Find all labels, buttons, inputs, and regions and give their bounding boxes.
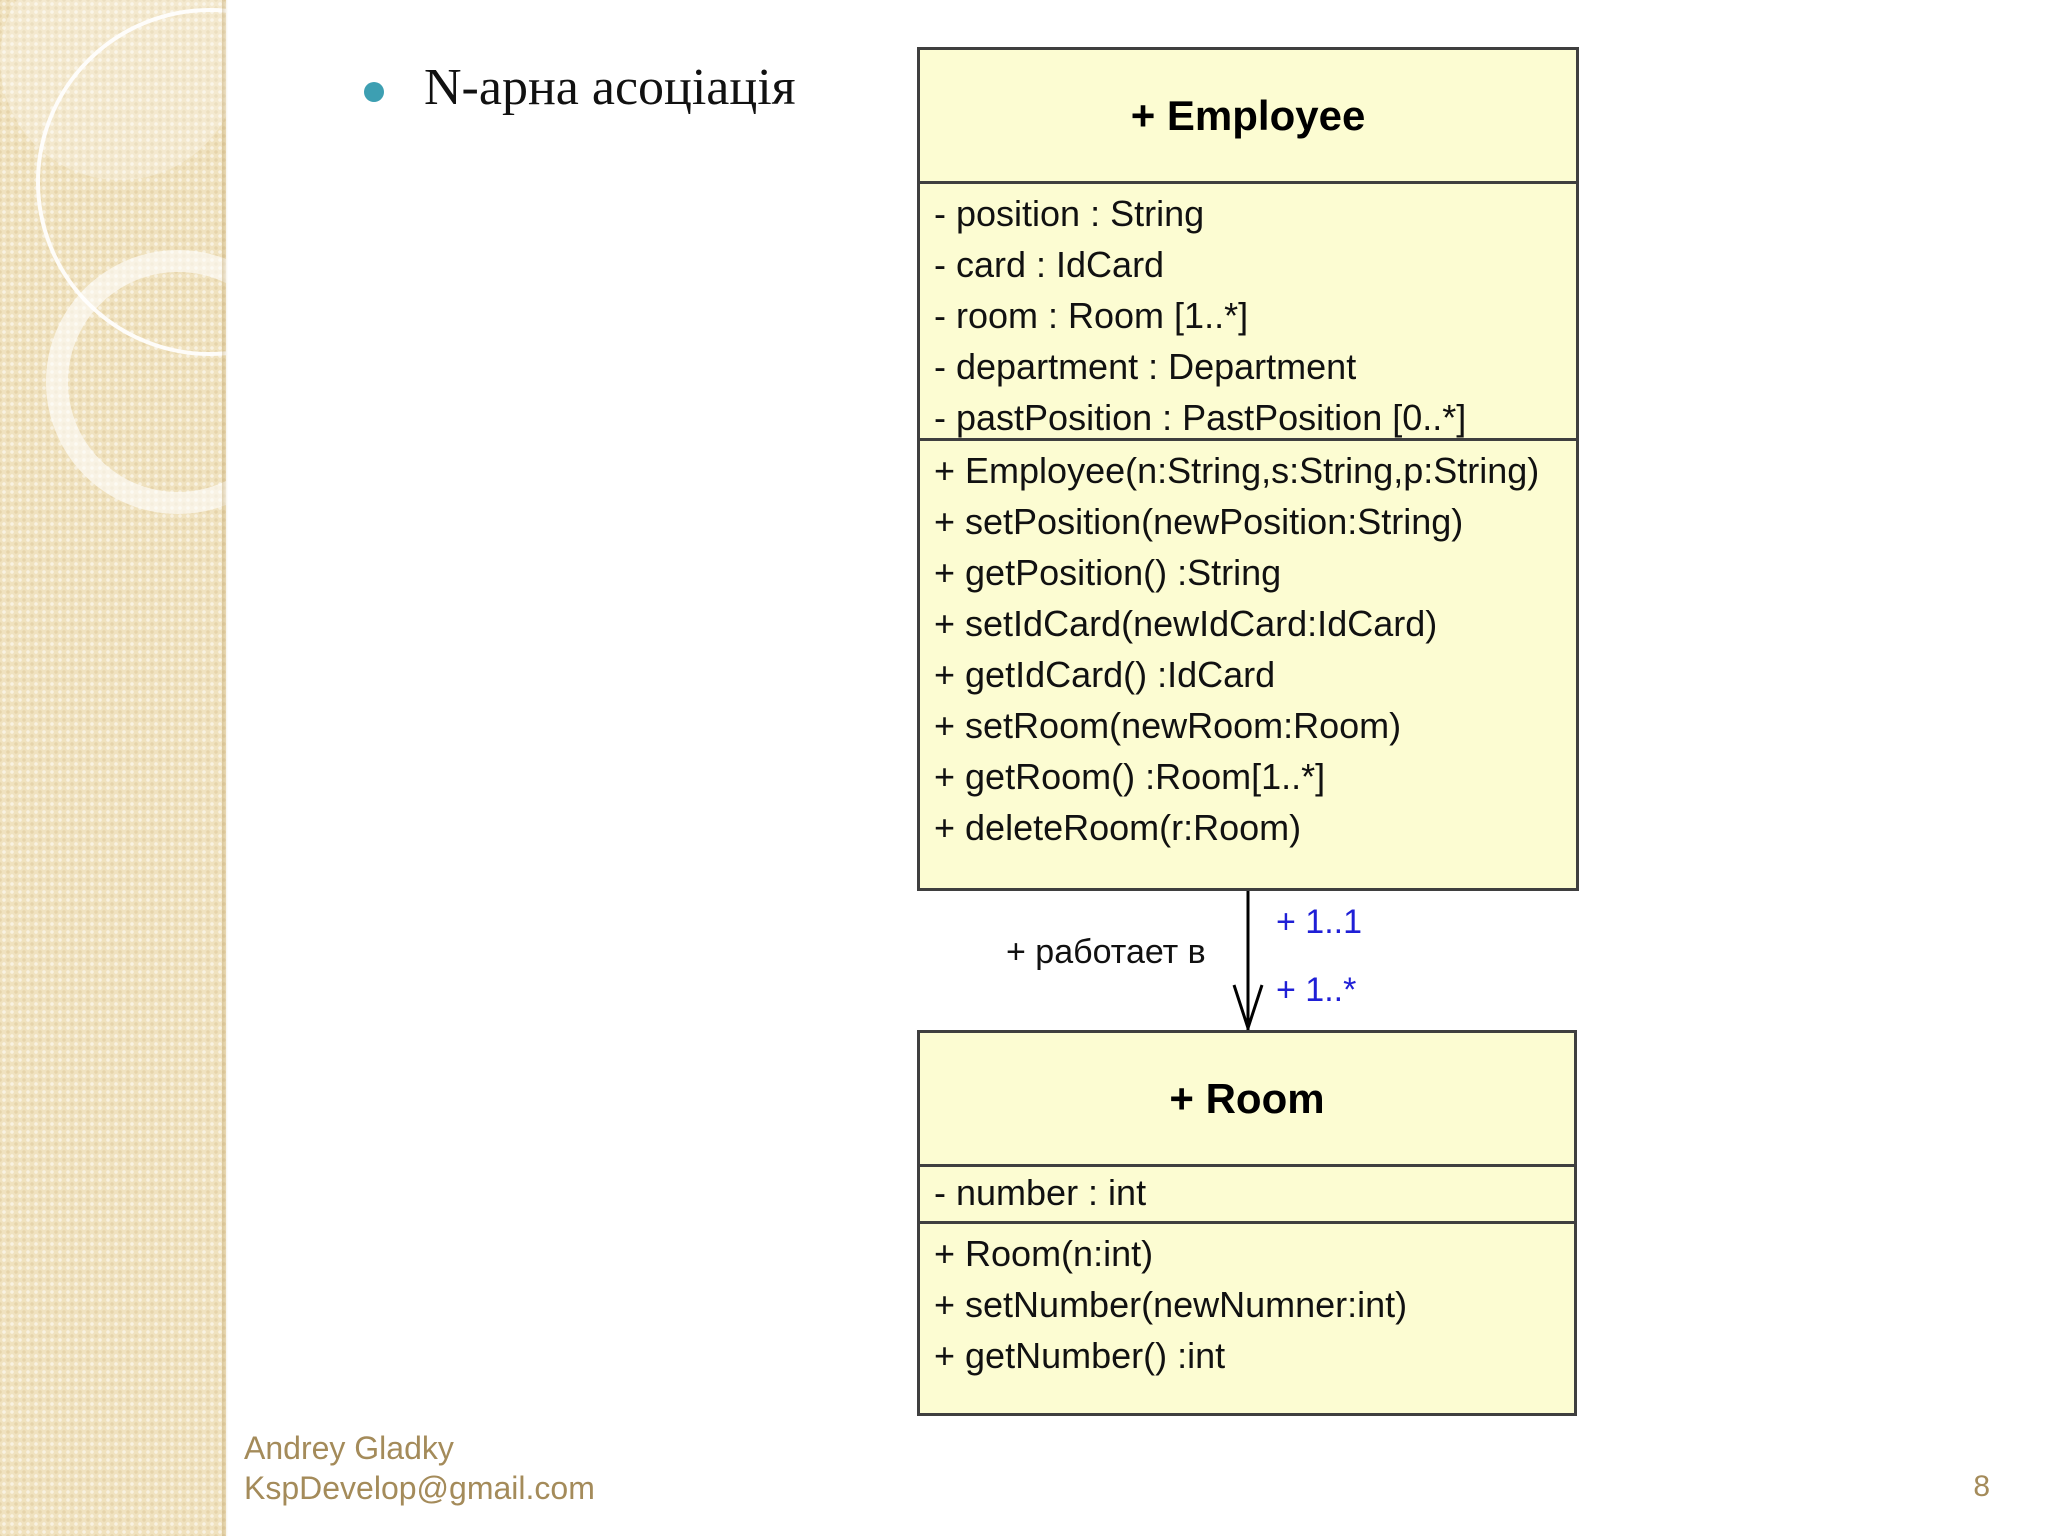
attribute: - department : Department	[934, 346, 1357, 387]
attribute: - pastPosition : PastPosition [0..*]	[934, 397, 1467, 438]
operation: + setIdCard(newIdCard:IdCard)	[934, 603, 1438, 644]
footer-author	[244, 1428, 595, 1508]
attribute: - number : int	[934, 1172, 1147, 1213]
operation: + getRoom() :Room[1..*]	[934, 756, 1326, 797]
operation: + getIdCard() :IdCard	[934, 654, 1276, 695]
source-multiplicity: + 1..1	[1276, 903, 1363, 941]
class-title: + Room	[920, 1033, 1574, 1167]
attribute: - position : String	[934, 193, 1205, 234]
attribute: - room : Room [1..*]	[934, 295, 1249, 336]
operation: + setPosition(newPosition:String)	[934, 501, 1464, 542]
author-name: Andrey Gladky	[244, 1430, 454, 1466]
author-email: KspDevelop@gmail.com	[244, 1470, 595, 1506]
operation: + deleteRoom(r:Room)	[934, 807, 1302, 848]
operation: + setRoom(newRoom:Room)	[934, 705, 1402, 746]
class-title: + Employee	[920, 50, 1576, 184]
association-label: + работает в	[1006, 933, 1206, 971]
page-number: 8	[1973, 1470, 1990, 1503]
operation: + getPosition() :String	[934, 552, 1282, 593]
operations-section	[920, 1224, 1574, 1381]
attribute: - card : IdCard	[934, 244, 1165, 285]
target-multiplicity: + 1..*	[1276, 971, 1357, 1009]
slide-heading: N-арна асоціація	[424, 59, 796, 116]
operation: + setNumber(newNumner:int)	[934, 1284, 1408, 1325]
operation: + Room(n:int)	[934, 1233, 1154, 1274]
operation: + getNumber() :int	[934, 1335, 1226, 1376]
attributes-section	[920, 1167, 1574, 1224]
operation: + Employee(n:String,s:String,p:String)	[934, 450, 1540, 491]
class-room	[917, 1030, 1577, 1416]
